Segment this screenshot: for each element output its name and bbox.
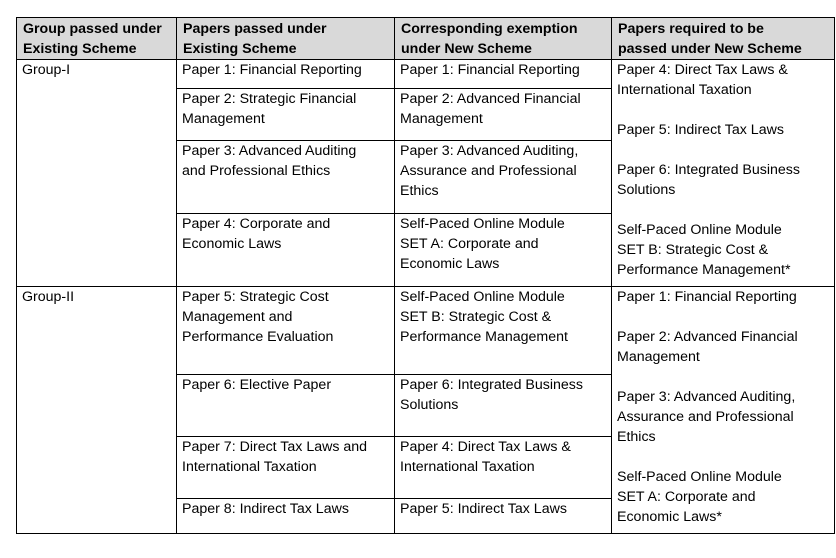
existing-paper-cell: Paper 2: Strategic Financial Management	[177, 89, 395, 140]
required-paper: Paper 5: Indirect Tax Laws	[617, 122, 784, 138]
header-row	[17, 18, 835, 60]
existing-paper-cell: Paper 3: Advanced Auditing and Professional Ethics	[177, 140, 395, 213]
required-papers-cell	[612, 287, 835, 534]
exemption-table	[16, 17, 835, 534]
exemption-cell: Paper 3: Advanced Auditing, Assurance and Professional Ethics	[395, 140, 612, 213]
existing-paper-cell: Paper 5: Strategic Cost Management and Performance Evaluation	[177, 287, 395, 375]
required-paper: Self-Paced Online Module SET A: Corporate and Economic Laws*	[617, 469, 782, 525]
exemption-cell: Paper 2: Advanced Financial Management	[395, 89, 612, 140]
header-group: Group passed under Existing Scheme	[17, 18, 177, 60]
required-paper: Paper 4: Direct Tax Laws & International Taxation	[617, 62, 788, 98]
exemption-cell: Paper 4: Direct Tax Laws & International Taxation	[395, 436, 612, 498]
required-paper: Paper 2: Advanced Financial Management	[617, 329, 798, 365]
required-paper: Paper 1: Financial Reporting	[617, 289, 797, 305]
existing-paper-cell: Paper 1: Financial Reporting	[177, 60, 395, 89]
required-papers-cell	[612, 60, 835, 287]
existing-paper-cell: Paper 6: Elective Paper	[177, 375, 395, 437]
table-row	[17, 287, 835, 375]
exemption-cell: Paper 6: Integrated Business Solutions	[395, 375, 612, 437]
required-paper: Paper 6: Integrated Business Solutions	[617, 162, 800, 198]
exemption-cell: Paper 1: Financial Reporting	[395, 60, 612, 89]
group-name-cell: Group-I	[17, 60, 177, 287]
existing-paper-cell: Paper 7: Direct Tax Laws and International Taxation	[177, 436, 395, 498]
table-row	[17, 60, 835, 89]
header-required-papers: Papers required to be passed under New Scheme	[612, 18, 835, 60]
group-name-cell: Group-II	[17, 287, 177, 534]
required-paper: Self-Paced Online Module SET B: Strategic Cost & Performance Management*	[617, 222, 791, 278]
exemption-cell: Paper 5: Indirect Tax Laws	[395, 498, 612, 533]
existing-paper-cell: Paper 8: Indirect Tax Laws	[177, 498, 395, 533]
exemption-cell: Self-Paced Online Module SET B: Strategic Cost & Performance Management	[395, 287, 612, 375]
header-existing-papers: Papers passed under Existing Scheme	[177, 18, 395, 60]
exemption-cell: Self-Paced Online Module SET A: Corporate and Economic Laws	[395, 213, 612, 286]
existing-paper-cell: Paper 4: Corporate and Economic Laws	[177, 213, 395, 286]
required-paper: Paper 3: Advanced Auditing, Assurance and Professional Ethics	[617, 389, 796, 445]
header-exemption: Corresponding exemption under New Scheme	[395, 18, 612, 60]
